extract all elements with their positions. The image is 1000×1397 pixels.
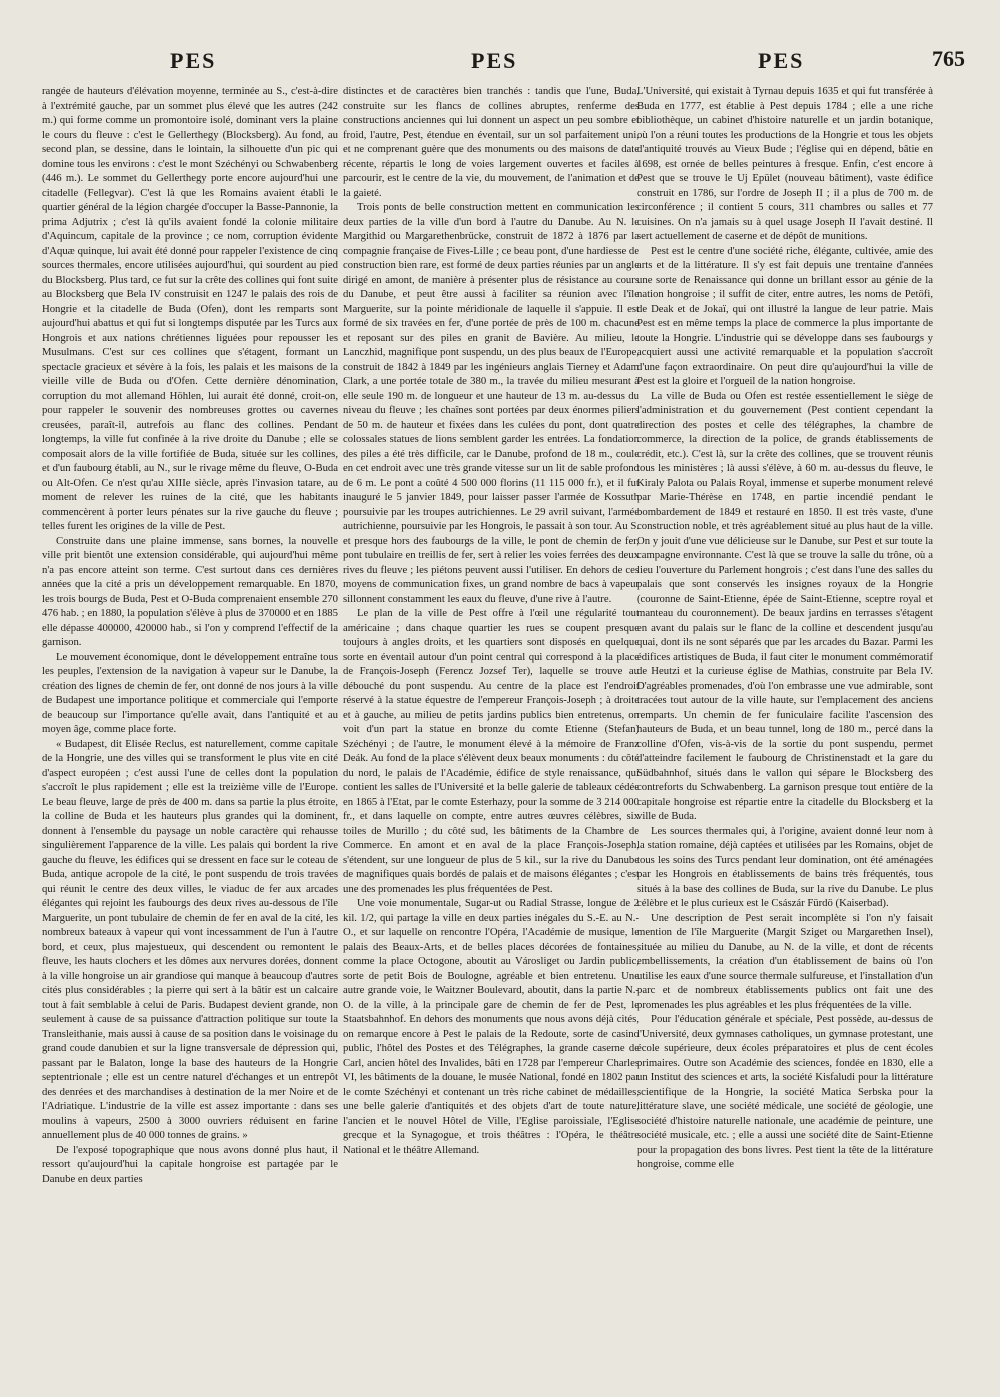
paragraph: Les sources thermales qui, à l'origine, avaient donné leur nom à la station romaine, déjà captées et utilisées par les Romains, objet de tous les soins des Turcs pendant leur domination, ont été aménagées par les Hongrois en établissements de bains très fréquentés, tous situés à la base des collines de Buda, sur la rive du Danube. Le plus célèbre et le plus curieux est le Császár Fürdö (Kaiserbad).: [637, 824, 933, 909]
paragraph: Pest est le centre d'une société riche, élégante, cultivée, amie des arts et de la littérature. Il s'y est fait depuis une trentaine d'années une sorte de Renaissance qui donne un brillant essor au génie de la nation hongroise ; il suffit de citer, entre autres, les noms de Petöfi, de Deak et de Jokaï, qui ont illustré la langue de leur patrie. Mais Pest est en même temps la place de commerce la plus importante de toute la Hongrie. L'industrie qui se développe dans ses faubourgs y acquiert aussi une activité remarquable et la population s'accroît d'une façon extraordinaire. On peut dire qu'aujourd'hui la ville de Pest est la gloire et l'orgueil de la nation hongroise.: [637, 244, 933, 387]
paragraph: Une voie monumentale, Sugar-ut ou Radial Strasse, longue de 2 kil. 1/2, qui partage la ville en deux parties inégales du S.-E. au N.-O., et sur laquelle on rencontre l'Opéra, l'Académie de musique, le palais des Beaux-Arts, et de belles places décorées de fontaines, comme la place Octogone, aboutit au Városliget ou Jardin public, sorte de petit Bois de Boulogne, agréable et bien entretenu. Une autre grande voie, le Waitzner Boulevard, aboutit, dans la partie N.-O. de la ville, à la principale gare de chemin de fer de Pest, le Staatsbahnhof. En dehors des monuments que nous avons déjà cités, on remarque encore à Pest le palais de la Redoute, sorte de casino public, l'hôtel des Postes et des Télégraphes, la grande caserne de Carl, ancien hôtel des Invalides, bâti en 1728 par l'empereur Charles VI, les bâtiments de la douane, le musée National, fondé en 1802 par le comte Széchényi et contenant un très riche cabinet de médailles, une belle galerie d'antiquités et des objets d'art de toute nature, l'ancien et le nouvel Hôtel de Ville, l'Eglise paroissiale, l'Eglise grecque et la Synagogue, et trois théâtres : l'Opéra, le théâtre National et le théâtre Allemand.: [343, 897, 639, 1156]
paragraph: Le mouvement économique, dont le développement entraîne tous les peuples, l'extension de la navigation à vapeur sur le Danube, la création des lignes de chemin de fer, ont donné de nos jours à la ville de Budapest une importance politique et commerciale qui l'emporte de beaucoup sur l'importance qu'elle avait, dans l'antiquité et au moyen âge, comme place forte.: [42, 650, 338, 735]
running-head-right: PES: [758, 48, 805, 73]
paragraph: L'Université, qui existait à Tyrnau depuis 1635 et qui fut transférée à Buda en 1777, est établie à Pest depuis 1784 ; elle a une riche bibliothèque, un cabinet d'histoire naturelle et un jardin botanique, où l'on a réuni toutes les productions de la Hongrie et tous les objets d'antiquité trouvés au Vieux Bude ; l'église qui en dépend, bâtie en 1698, est ornée de belles peintures à fresque. Enfin, c'est encore à Pest que se trouve le Uj Epület (nouveau bâtiment), vaste édifice construit en 1786, sur l'ordre de Joseph II ; il a plus de 700 m. de circonférence ; il contient 5 cours, 311 chambres ou salles et 77 cuisines. On n'a jamais su à quel usage Joseph II l'avait destiné. Il sert actuellement de caserne et de dépôt de munitions.: [637, 85, 933, 242]
paragraph: Le plan de la ville de Pest offre à l'œil une régularité tout américaine ; dans chaque quartier les rues se coupent presque toujours à angles droits, et les quartiers sont disposés en quelque sorte en éventail autour d'un point central qui correspond à la place de François-Joseph (Ferencz Jozsef Ter), laquelle se trouve au débouché du pont suspendu. Au centre de la place est l'endroit réservé à la statue équestre de l'empereur François-Joseph ; à droite et à gauche, au milieu de petits jardins publics bien entretenus, on voit d'un part la statue en bronze du comte Etienne (Stefan) Széchényi ; de l'autre, le monument élevé à la mémoire de Franz Deák. Au fond de la place s'élèvent deux beaux monuments : du côté du nord, le palais de l'Académie, édifice de style renaissance, qui contient les salles de l'Université et la belle galerie de tableaux cédée en 1865 à l'Etat, par le comte Esterhazy, pour la somme de 3 214 000 fr., et dans laquelle on compte, entre autres œuvres célèbres, six toiles de Murillo ; du côté sud, les bâtiments de la Chambre de Commerce. En amont et en aval de la place François-Joseph, s'étendent, sur une longueur de plus de 5 kil., sur la rive du Danube de magnifiques quais bordés de palais et de maisons élégantes ; c'est une des promenades les plus fréquentées de Pest.: [343, 607, 639, 895]
page-number: 765: [932, 46, 965, 71]
paragraph: La ville de Buda ou Ofen est restée essentiellement le siège de l'administration et du gouvernement (Pest contient cependant la direction des postes et celle des télégraphes, la chambre de commerce, la direction de la police, de grands établissements de crédit, etc.). C'est là, sur la crête des collines, que se trouvent réunis tous les ministères ; là aussi s'élève, à 60 m. au-dessus du fleuve, le Kiraly Palota ou Palais Royal, immense et superbe monument relevé par Marie-Thérèse en 1748, en partie incendié pendant le bombardement de 1849 et restauré en 1850. Il est très vaste, d'une construction noble, et très agréablement situé au plus haut de la ville. On y jouit d'une vue délicieuse sur le Danube, sur Pest et sur toute la campagne environnante. C'est là que se trouve la salle du trône, où a lieu l'ouverture du Parlement hongrois ; c'est dans l'une des salles du palais que sont conservés les insignes royaux de la Hongrie (couronne de Saint-Etienne, épée de Saint-Etienne, sceptre royal et manteau du couronnement). De beaux jardins en terrasses s'étagent en avant du palais sur le flanc de la colline et descendent jusqu'au quai, dont ils ne sont séparés que par les arcades du Bazar. Parmi les édifices artistiques de Buda, il faut citer le monument commémoratif de Heutzi et la curieuse église de Mathias, construite par Bela IV. D'agréables promenades, d'où l'on embrasse une vue admirable, sont tracées tout autour de la ville haute, sur l'emplacement des anciens remparts. Un chemin de fer funiculaire facilite l'ascension des hauteurs de Buda, et un beau tunnel, long de 180 m., percé dans la colline d'Ofen, vis-à-vis de la sortie du pont suspendu, permet d'atteindre facilement le faubourg de Christinenstadt et la gare du Südbahnhof, situés dans le vallon qui sépare le Blocksberg des contreforts du Schwabenberg. La garnison presque tout entière de la capitale hongroise est répartie entre la citadelle du Blocksberg et la ville de Buda.: [637, 389, 933, 822]
paragraph: Une description de Pest serait incomplète si l'on n'y faisait mention de l'île Marguerite (Margit Sziget ou Margarethen Insel), située au milieu du Danube, au N. de la ville, et dont de récents embellissements, la création d'un établissement de bains où l'on utilise les eaux d'une source thermale sulfureuse, et l'installation d'un parc et de nombreux établissements publics ont fait une des promenades les plus agréables et les plus fréquentées de la ville.: [637, 911, 933, 1011]
paragraph: « Budapest, dit Elisée Reclus, est naturellement, comme capitale de la Hongrie, une des villes qui se transforment le plus vite en cité d'aspect européen ; c'est aussi l'une de celles dont la population s'accroît le plus rapidement ; elle est la treizième ville de l'Europe. Le beau fleuve, large de près de 400 m. dans sa partie la plus étroite, la colline de Buda et les hauteurs plus grandes qui la dominent, donnent à l'ensemble du paysage un noble caractère qui rehausse singulièrement l'apparence de la ville. Les palais qui bordent la rive gauche du fleuve, les édifices qui se dressent en face sur le coteau de Buda, antique acropole de la cité, le pont suspendu de trois travées qui réunit le centre des deux villes, le viaduc de fer aux arcades élégantes qui rejoint les faubourgs des deux rives au-dessous de l'île Marguerite, un pont tubulaire de chemin de fer en aval de la cité, les nombreux bateaux à vapeur qui vont incessamment de l'un à l'autre bord, et ceux, plus majestueux, qui descendent ou remontent le fleuve, les hauts clochers et les dômes aux nervures dorées, donnent à la ville hongroise un air grandiose qui manque à beaucoup d'autres cités plus considérables ; la pierre qui sert à la bâtir est un calcaire tout à fait semblable à celui de Paris. Budapest devient grande, non seulement à cause de sa puissance d'attraction politique sur toute la Transleithanie, mais aussi à cause de sa position dans le voisinage du grand coude danubien et sur la ligne transversale de dépression qui, passant par le Balaton, longe la base des hauteurs de la Hongrie septentrionale ; elle est un centre naturel d'échanges et un entrepôt des denrées et des marchandises à destination de la mer Noire et de l'Adriatique. L'industrie de la ville est assez importante : dans ses moulins à vapeurs, 2500 à 3000 ouvriers réduisent en farine annuellement plus de 40 000 tonnes de grains. »: [42, 737, 338, 1141]
text-column-2: [343, 84, 639, 1374]
text-column-3: [637, 84, 933, 1374]
paragraph: Trois ponts de belle construction mettent en communication les deux parties de la ville d'un bord à l'autre du Danube. Au N. le Margithid ou Margarethenbrücke, construit de 1872 à 1876 par la compagnie française de Fives-Lille ; ce beau pont, d'une hardiesse de construction bien rare, est formé de deux parties réunies par un angle dirigé en amont, de manière à présenter plus de résistance au cours du Danube, et peut être aussi à faciliter sa réunion avec l'île Marguerite, sur la pointe méridionale de laquelle il s'appuie. Il est formé de six travées en fer, d'une portée de près de 100 m. chacune et reposant sur des piles en granit de Bavière. Au milieu, le Lanczhid, magnifique pont suspendu, un des plus beaux de l'Europe, construit de 1842 à 1849 par les ingénieurs anglais Tierney et Adam Clark, a une portée totale de 380 m., la travée du milieu mesurant à elle seule 190 m. de longueur et une hauteur de 13 m. au-dessus du niveau du fleuve ; les chaînes sont portées par deux énormes piliers de 50 m. de hauteur et fixées dans les culées du pont, dont quatre colossales statues de lions semblent garder les entrées. La fondation des piles a été très difficile, car le Danube, profond de 18 m., coule en cet endroit avec une très grande vitesse sur un lit de sable profond de 6 m. Le pont a coûté 4 500 000 florins (11 115 000 fr.), et il fut inauguré le 5 janvier 1849, pour laisser passer l'armée de Kossuth poursuivie par les troupes autrichiennes. Le 29 avril suivant, l'armée autrichienne, poursuivie par les Hongrois, le passait à son tour. Au S. et presque hors des faubourgs de la ville, le pont de chemin de fer, pont tubulaire en treillis de fer, sert à relier les voies ferrées des deux rives du fleuve ; les piétons peuvent aussi l'utiliser. En dehors de ces moyens de communication fixes, un grand nombre de bacs à vapeur sillonnent constamment les eaux du fleuve, d'une rive à l'autre.: [343, 201, 639, 605]
running-head-center: PES: [471, 48, 518, 73]
paragraph: distinctes et de caractères bien tranchés : tandis que l'une, Buda, construite sur les flancs de collines abruptes, renferme des constructions anciennes qui lui donnent un aspect un peu sombre et froid, l'autre, Pest, étendue en éventail, sur un sol parfaitement uni, et ne comprenant guère que des monuments ou des maisons de date récente, répartis le long de voies largement ouvertes et faciles à parcourir, est le centre de la vie, du mouvement, de l'animation et de la gaieté.: [343, 85, 639, 199]
paragraph: rangée de hauteurs d'élévation moyenne, terminée au S., c'est-à-dire à l'extrémité gauche, par un sommet plus élevé que les autres (242 m.) qui forme comme un promontoire isolé, dominant vers la plaine le cours du fleuve : c'est le Gellerthegy (Blocksberg). Au fond, au second plan, se dessine, dans le lointain, la silhouette d'un pic qui domine tous les environs : c'est le mont Széchényi ou Schwabenberg (446 m.). Le sommet du Gellerthegy porte encore aujourd'hui une citadelle (Fellegvar). C'est là que les Romains avaient établi le quartier général de la légion chargée d'occuper la Basse-Pannonie, la prima Adjutrix ; c'est là qu'ils avaient fondé la colonie militaire d'Aquincum, capitale de la province ; ce nom, corruption évidente d'Aquæ quinque, lui avait été donné pour rappeler l'existence de cinq sources thermales, encore utilisées aujourd'hui, qui sourdent au pied du Blocksberg. Plus tard, ce fut sur la crête des collines qui font suite au Blocksberg que Bela IV construisit en 1247 le palais des rois de Hongrie et la citadelle de Buda (Ofen), dont les remparts sont aujourd'hui abattus et qui fut si longtemps disputée par les Turcs aux Hongrois et aux nations chrétiennes liguées pour repousser les Musulmans. C'est sur ces collines que s'étagent, formant un spectacle gracieux et sévère à la fois, les palais et les maisons de la vieille ville de Buda ou d'Ofen. Cette dernière dénomination, corruption du mot allemand Höhlen, lui aurait été donné, croit-on, pour rappeler le souvenir des nombreuses grottes ou cavernes creusées, paraît-il, autrefois au flanc des collines. Pendant longtemps, la ville fut confinée à la rive droite du Danube ; elle se composait alors de la ville fortifiée de Buda, située sur les collines, et d'un faubourg établi, au N., sur le rivage même du fleuve, O-Buda ou Alt-Ofen. Ce n'est qu'au XIIIe siècle, après l'invasion tatare, au moment de relever les ruines de la cité, que les habitants commencèrent à porter leurs pénates sur la rive gauche du fleuve ; telles furent les origines de la ville de Pest.: [42, 85, 338, 532]
paragraph: Construite dans une plaine immense, sans bornes, la nouvelle ville prit bientôt une extension considérable, qui aujourd'hui même n'a pas encore atteint son terme. C'est surtout dans ces dernières années que la cité a pris un développement remarquable. En 1870, les trois bourgs de Buda, Pest et O-Buda comprenaient ensemble 270 476 hab. ; en 1880, la population s'élève à plus de 370000 et en 1885 elle dépasse 400000, 420000 hab., si l'on y comprend l'effectif de la garnison.: [42, 534, 338, 648]
text-column-1: [42, 84, 338, 1374]
running-head-left: PES: [170, 48, 217, 73]
paragraph: De l'exposé topographique que nous avons donné plus haut, il ressort qu'aujourd'hui la capitale hongroise est partagée par le Danube en deux parties: [42, 1143, 338, 1185]
paragraph: Pour l'éducation générale et spéciale, Pest possède, au-dessus de l'Université, deux gymnases catholiques, un gymnase protestant, une école supérieure, deux écoles préparatoires et plus de cent écoles primaires. Outre son Académie des sciences, fondée en 1830, elle a un Institut des sciences et arts, la société Kisfaludi pour la littérature scientifique de la Hongrie, la société Matica Serbska pour la littérature slave, une société médicale, une société de géologie, une société d'histoire naturelle nationale, une académie de peinture, une société musicale, etc. ; elle a aussi une société dite de Saint-Etienne pour la propagation des bons livres. Pest tient la tête de la littérature hongroise, comme elle: [637, 1013, 933, 1170]
